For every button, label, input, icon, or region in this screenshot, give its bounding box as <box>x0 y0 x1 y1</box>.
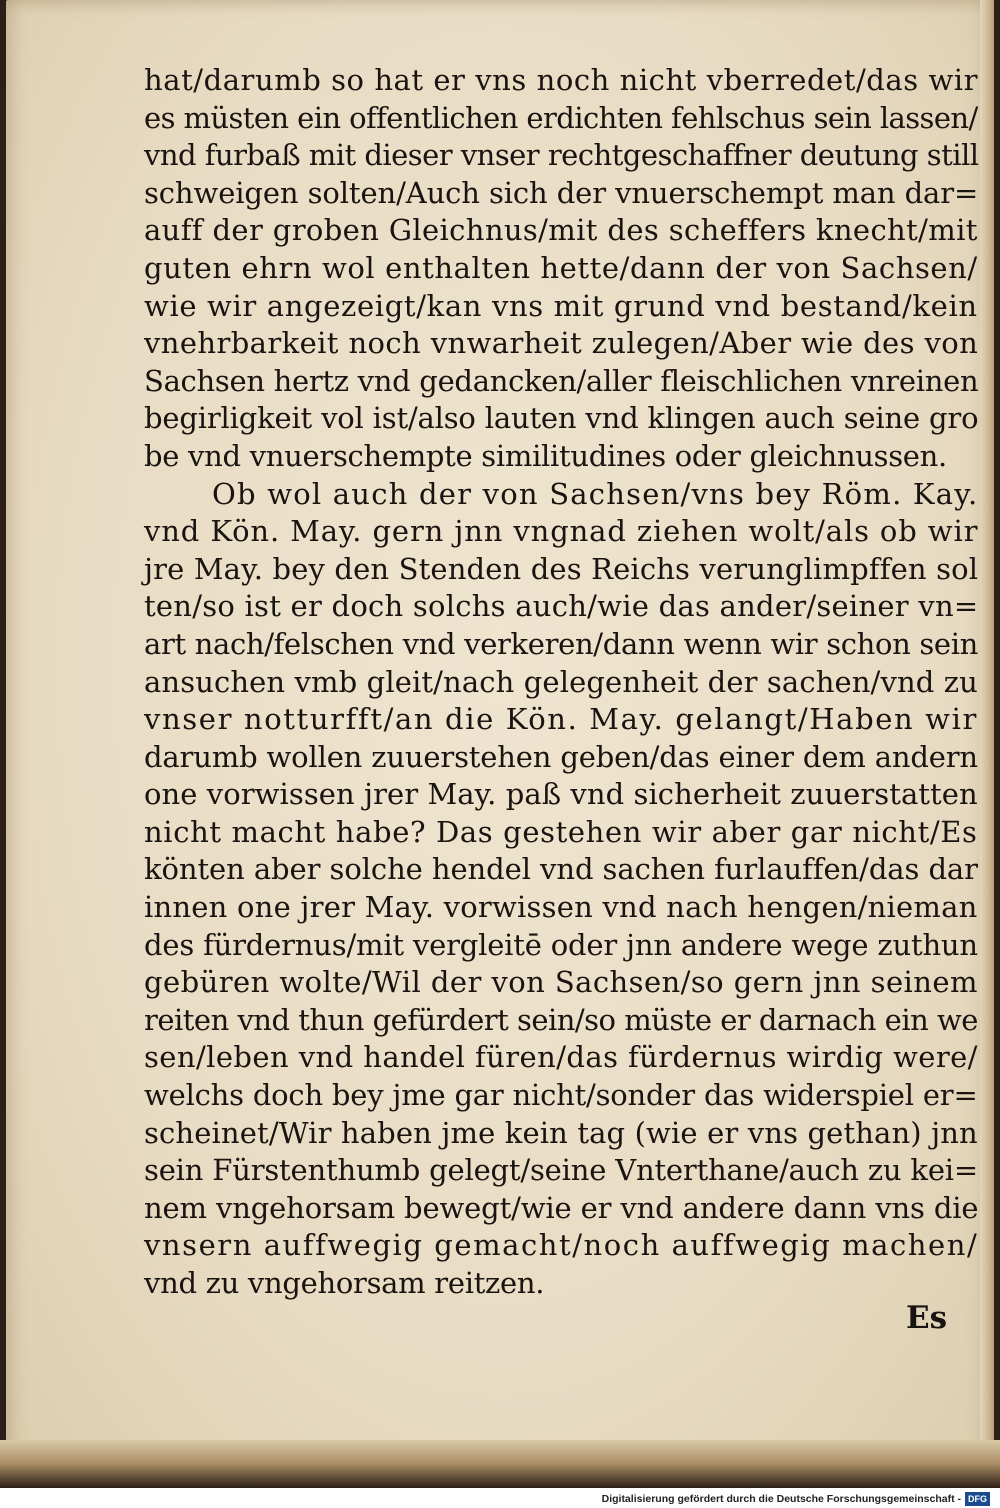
dfg-logo: DFG <box>965 1492 990 1506</box>
text-line: jre May. bey den Stenden des Reichs verunglimpffen sol <box>144 551 979 586</box>
text-line: darumb wollen zuuerstehen geben/das einer dem andern <box>144 739 978 774</box>
text-line: begirligkeit vol ist/also lauten vnd klingen auch seine gro <box>144 401 979 436</box>
text-line: hat/darumb so hat er vns noch nicht vberredet/das wir <box>144 63 979 97</box>
text-line: innen one jrer May. vorwissen vnd nach hengen/nieman <box>144 890 978 925</box>
text-line: sen/leben vnd handel füren/das fürdernus wirdig were/ <box>144 1040 978 1075</box>
text-line: vnehrbarkeit noch vnwarheit zulegen/Aber wie des von <box>144 326 979 361</box>
text-line: sein Fürstenthumb gelegt/seine Vnterthane/auch zu kei= <box>144 1153 978 1188</box>
text-line: nicht macht habe? Das gestehen wir aber gar nicht/Es <box>144 814 978 849</box>
text-line: vnsern auffwegig gemacht/noch auffwegig machen/ <box>144 1228 979 1263</box>
text-line: vnd zu vngehorsam reitzen. <box>144 1266 545 1300</box>
text-line: vnser notturfft/an die Kön. May. gelangt/Haben wir <box>144 702 978 737</box>
text-line: es müsten ein offentlichen erdichten fehlschus sein lassen/ <box>144 100 978 135</box>
text-line: art nach/felschen vnd verkeren/dann wenn wir schon sein <box>144 626 978 661</box>
text-line: vnd Kön. May. gern jnn vngnad ziehen wolt/als ob wir <box>144 514 979 549</box>
text-line: könten aber solche hendel vnd sachen furlauffen/das dar <box>144 852 978 887</box>
catchword: Es <box>906 1300 948 1336</box>
text-line: reiten vnd thun gefürdert sein/so müste er darnach ein we <box>144 1002 978 1037</box>
text-line: guten ehrn wol enthalten hette/dann der von Sachsen/ <box>144 250 978 285</box>
funding-notice: Digitalisierung gefördert durch die Deutsche Forschungsgemeinschaft - <box>601 1493 961 1505</box>
text-line: des fürdernus/mit vergleitē oder jnn andere wege zuthun <box>144 927 978 962</box>
text-line: vnd furbaß mit dieser vnser rechtgeschaffner deutung still <box>144 138 979 173</box>
text-line: be vnd vnuerschempte similitudines oder gleichnussen. <box>144 438 947 473</box>
page-text-block <box>144 62 978 1303</box>
text-line: Sachsen hertz vnd gedancken/aller fleischlichen vnreinen <box>144 363 979 398</box>
text-line: auff der groben Gleichnus/mit des scheffers knecht/mit <box>144 213 978 248</box>
text-line: wie wir angezeigt/kan vns mit grund vnd bestand/kein <box>144 288 978 323</box>
text-line: one vorwissen jrer May. paß vnd sicherheit zuuerstatten <box>144 777 978 812</box>
page-bottom-edge <box>0 1440 1000 1488</box>
text-line: schweigen solten/Auch sich der vnuerschempt man dar= <box>144 175 979 210</box>
text-line: gebüren wolte/Wil der von Sachsen/so gern jnn seinem <box>144 965 978 1000</box>
text-line: ten/so ist er doch solchs auch/wie das ander/seiner vn= <box>144 589 979 624</box>
digitization-footer <box>602 1491 990 1507</box>
page-edge <box>980 0 994 1480</box>
text-line: ansuchen vmb gleit/nach gelegenheit der sachen/vnd zu <box>144 664 978 699</box>
text-line: Ob wol auch der von Sachsen/vns bey Röm. Kay. <box>212 476 979 511</box>
text-line: scheinet/Wir haben jme kein tag (wie er vns gethan) jnn <box>144 1115 978 1150</box>
text-line: welchs doch bey jme gar nicht/sonder das widerspiel er= <box>144 1078 978 1113</box>
book-page <box>6 0 994 1480</box>
text-line: nem vngehorsam bewegt/wie er vnd andere dann vns die <box>144 1190 979 1225</box>
